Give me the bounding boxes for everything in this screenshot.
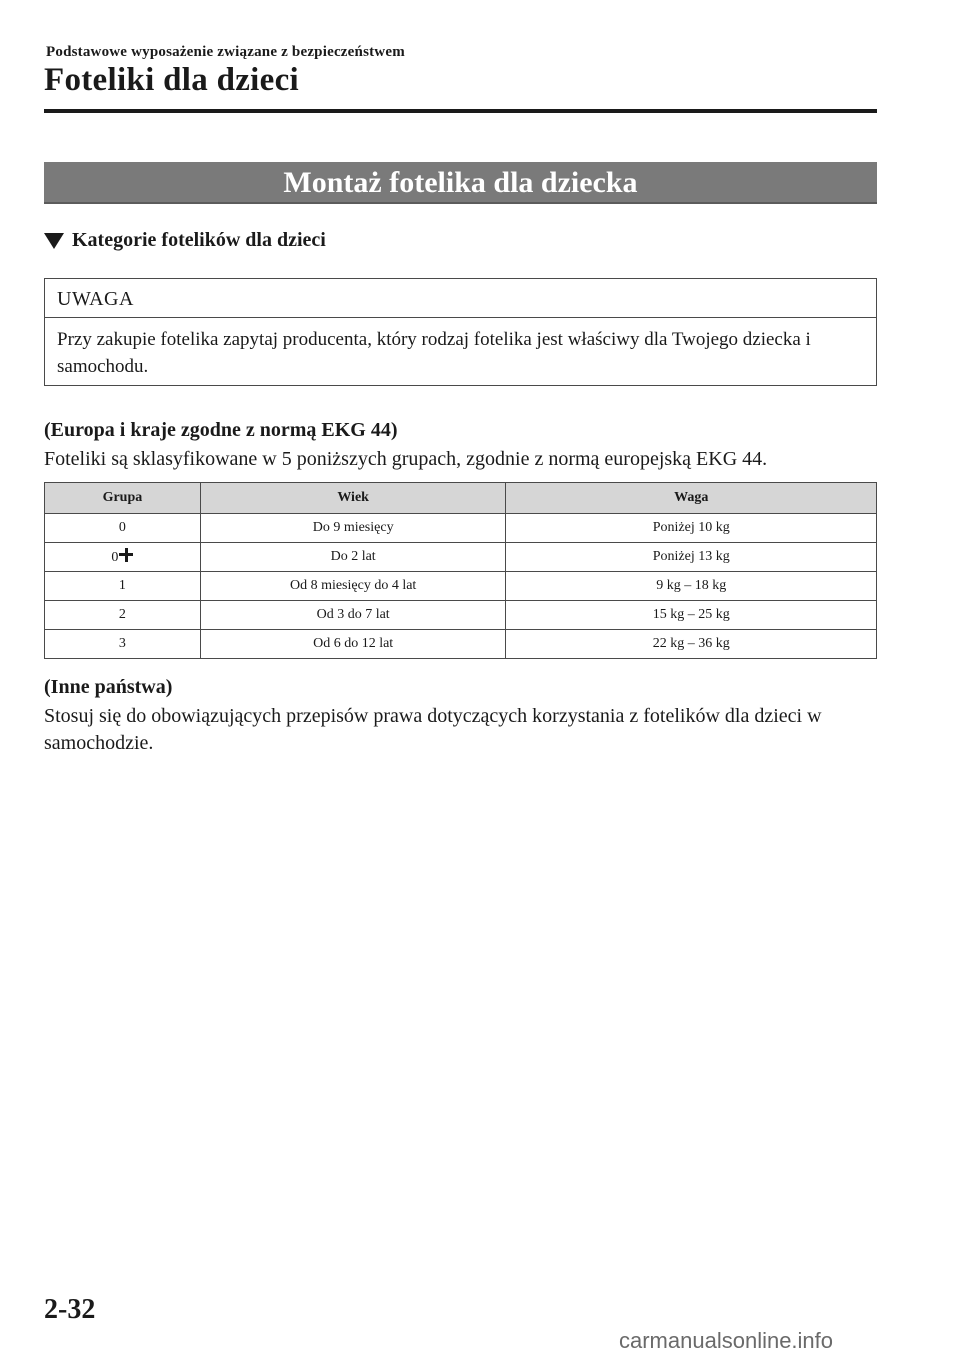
table-header-row [45,483,877,514]
age-cell: Od 8 miesięcy do 4 lat [200,572,506,601]
table-row [45,601,877,630]
weight-cell: Poniżej 10 kg [506,514,877,543]
table-row [45,630,877,659]
weight-cell: 15 kg – 25 kg [506,601,877,630]
column-header-wiek: Wiek [200,483,506,514]
notice-label: UWAGA [45,279,876,318]
subsection-title: Kategorie fotelików dla dzieci [72,229,326,251]
group-cell: 1 [45,572,201,601]
column-header-waga: Waga [506,483,877,514]
chapter-title: Foteliki dla dzieci [44,62,300,98]
group-cell: 3 [45,630,201,659]
europe-text: Foteliki są sklasyfikowane w 5 poniższych grupach, zgodnie z normą europejską EKG 44. [44,448,768,470]
page-number: 2-32 [44,1294,96,1325]
section-label: Podstawowe wyposażenie związane z bezpieczeństwem [46,44,405,60]
section-banner: Montaż fotelika dla dziecka [44,162,877,204]
age-cell: Od 3 do 7 lat [200,601,506,630]
other-countries-text: Stosuj się do obowiązujących przepisów prawa dotyczących korzystania z fotelików dla dzieci w samochodzie. [44,705,822,754]
group-value: 0 [111,550,119,565]
weight-cell: 22 kg – 36 kg [506,630,877,659]
other-countries-heading: (Inne państwa) [44,676,173,698]
weight-cell: 9 kg – 18 kg [506,572,877,601]
footer-watermark: carmanualsonline.info [619,1328,834,1353]
table-row [45,572,877,601]
column-header-grupa: Grupa [45,483,201,514]
group-cell: 2 [45,601,201,630]
age-cell: Do 2 lat [200,543,506,572]
child-seat-groups-table [44,482,877,659]
subsection-heading [44,229,326,252]
plus-icon [119,548,133,562]
notice-text: Przy zakupie fotelika zapytaj producenta, który rodzaj fotelika jest właściwy dla Twojego dziecka i samochodu. [57,329,811,377]
age-cell: Do 9 miesięcy [200,514,506,543]
weight-cell: Poniżej 13 kg [506,543,877,572]
table-row [45,543,877,572]
title-divider [44,109,877,113]
age-cell: Od 6 do 12 lat [200,630,506,659]
group-cell [45,543,201,572]
table-row [45,514,877,543]
triangle-down-icon [44,233,64,249]
group-cell: 0 [45,514,201,543]
europe-heading: (Europa i kraje zgodne z normą EKG 44) [44,419,398,441]
notice-box [44,278,877,386]
